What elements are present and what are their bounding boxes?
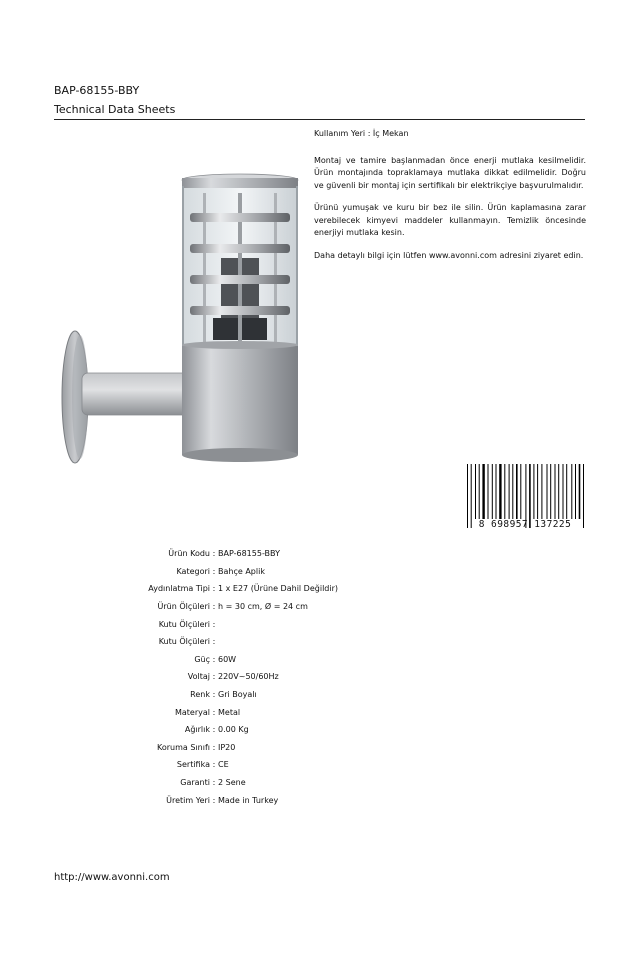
spec-row: [80, 580, 480, 598]
spec-value: Gri Boyalı: [218, 690, 257, 700]
spec-label: Kategori: [176, 566, 210, 576]
spec-separator: :: [212, 619, 216, 629]
spec-row: [80, 686, 480, 704]
spec-label: Koruma Sınıfı: [157, 742, 210, 752]
barcode-bar: [533, 464, 534, 519]
footer-url[interactable]: http://www.avonni.com: [54, 872, 170, 883]
usage-location: Kullanım Yeri : İç Mekan: [314, 129, 409, 138]
description-block: [314, 128, 586, 272]
product-image: [58, 168, 308, 468]
spec-value: Bahçe Aplik: [218, 566, 265, 576]
barcode-bar: [475, 464, 476, 519]
spec-row: [80, 651, 480, 669]
spec-separator: :: [212, 760, 216, 770]
spec-separator: :: [212, 690, 216, 700]
spec-row: [80, 615, 480, 633]
spec-separator: :: [212, 549, 216, 559]
spec-value: 1 x E27 (Ürüne Dahil Değildir): [218, 584, 338, 594]
spec-value: 60W: [218, 654, 237, 664]
barcode-bar: [492, 464, 493, 519]
document-subtitle: Technical Data Sheets: [54, 103, 176, 116]
spec-value: 0.00 Kg: [218, 725, 249, 735]
spec-label: Renk: [190, 690, 210, 700]
barcode-bar: [509, 464, 510, 519]
spec-row: [80, 756, 480, 774]
spec-value: 2 Sene: [218, 778, 246, 788]
spec-separator: :: [212, 672, 216, 682]
spec-value: IP20: [218, 742, 236, 752]
spec-label: Sertifika: [176, 760, 210, 770]
spec-separator: :: [212, 602, 216, 612]
barcode-digits: 8 698957 137225: [478, 519, 572, 530]
spec-separator: :: [212, 795, 216, 805]
spec-separator: :: [212, 637, 216, 647]
spec-value: BAP-68155-BBY: [218, 549, 280, 559]
barcode-bar: [579, 464, 581, 519]
spec-separator: :: [212, 778, 216, 788]
barcode-bar: [537, 464, 538, 519]
cleaning-instructions: Ürünü yumuşak ve kuru bir bez ile silin. Ürün kaplamasına zarar verebilecek kimyevi maddeler kullanmayın. Temizlik öncesinde enerjiyi mutlaka kesin.: [314, 203, 586, 237]
spec-label: Aydınlatma Tipi: [148, 584, 210, 594]
spec-separator: :: [212, 654, 216, 664]
spec-row: [80, 739, 480, 757]
barcode-bar: [488, 464, 489, 519]
spec-value: Metal: [218, 707, 241, 717]
barcode-bar: [516, 464, 518, 519]
barcode-bar: [520, 464, 521, 519]
spec-row: [80, 598, 480, 616]
spec-label: Ağırlık: [184, 725, 210, 735]
spec-separator: :: [212, 725, 216, 735]
barcode-bar: [504, 464, 505, 519]
barcode-bar: [575, 464, 576, 519]
barcode-bar: [566, 464, 567, 519]
product-code-heading: BAP-68155-BBY: [54, 84, 140, 97]
spec-label: Materyal: [174, 707, 210, 717]
barcode-bar: [496, 464, 497, 519]
spec-label: Kutu Ölçüleri: [158, 637, 210, 647]
spec-separator: :: [212, 566, 216, 576]
spec-value: 220V~50/60Hz: [218, 672, 279, 682]
barcode-bar: [558, 464, 559, 519]
barcode-bar: [482, 464, 484, 519]
spec-row: [80, 774, 480, 792]
spec-row: [80, 563, 480, 581]
spec-label: Ürün Ölçüleri: [157, 602, 210, 612]
spec-value: CE: [218, 760, 229, 770]
spec-label: Kutu Ölçüleri: [158, 619, 210, 629]
header-divider: [54, 119, 585, 120]
spec-label: Ürün Kodu: [168, 549, 210, 559]
spec-row: [80, 545, 480, 563]
spec-separator: :: [212, 707, 216, 717]
barcode-bar: [541, 464, 542, 519]
spec-value: Made in Turkey: [218, 795, 279, 805]
barcode-bar: [479, 464, 480, 519]
barcode-bar: [512, 464, 513, 519]
spec-label: Güç: [194, 654, 210, 664]
spec-label: Voltaj: [187, 672, 210, 682]
spec-row: [80, 633, 480, 651]
spec-label: Üretim Yeri: [166, 795, 210, 805]
safety-instructions: Montaj ve tamire başlanmadan önce enerji mutlaka kesilmelidir. Ürün montajında topraklamaya mutlaka dikkat edilmelidir. Doğru ve güvenli bir montaj için sertifikalı bir elektrikçiye başvurulmalıdır.: [314, 155, 586, 190]
spec-separator: :: [212, 584, 216, 594]
barcode-bar: [571, 464, 572, 519]
spec-row: [80, 791, 480, 809]
barcode-bar: [550, 464, 551, 519]
spec-separator: :: [212, 742, 216, 752]
barcode-bar: [499, 464, 501, 519]
barcode-bar: [563, 464, 564, 519]
spec-value: h = 30 cm, Ø = 24 cm: [218, 602, 308, 612]
barcode-bar: [547, 464, 548, 519]
barcode-bar: [555, 464, 556, 519]
spec-row: [80, 668, 480, 686]
spec-table: [80, 545, 480, 809]
website-note: Daha detaylı bilgi için lütfen www.avonni.com adresini ziyaret edin.: [314, 250, 584, 260]
spec-row: [80, 721, 480, 739]
spec-row: [80, 703, 480, 721]
spec-label: Garanti: [180, 778, 210, 788]
